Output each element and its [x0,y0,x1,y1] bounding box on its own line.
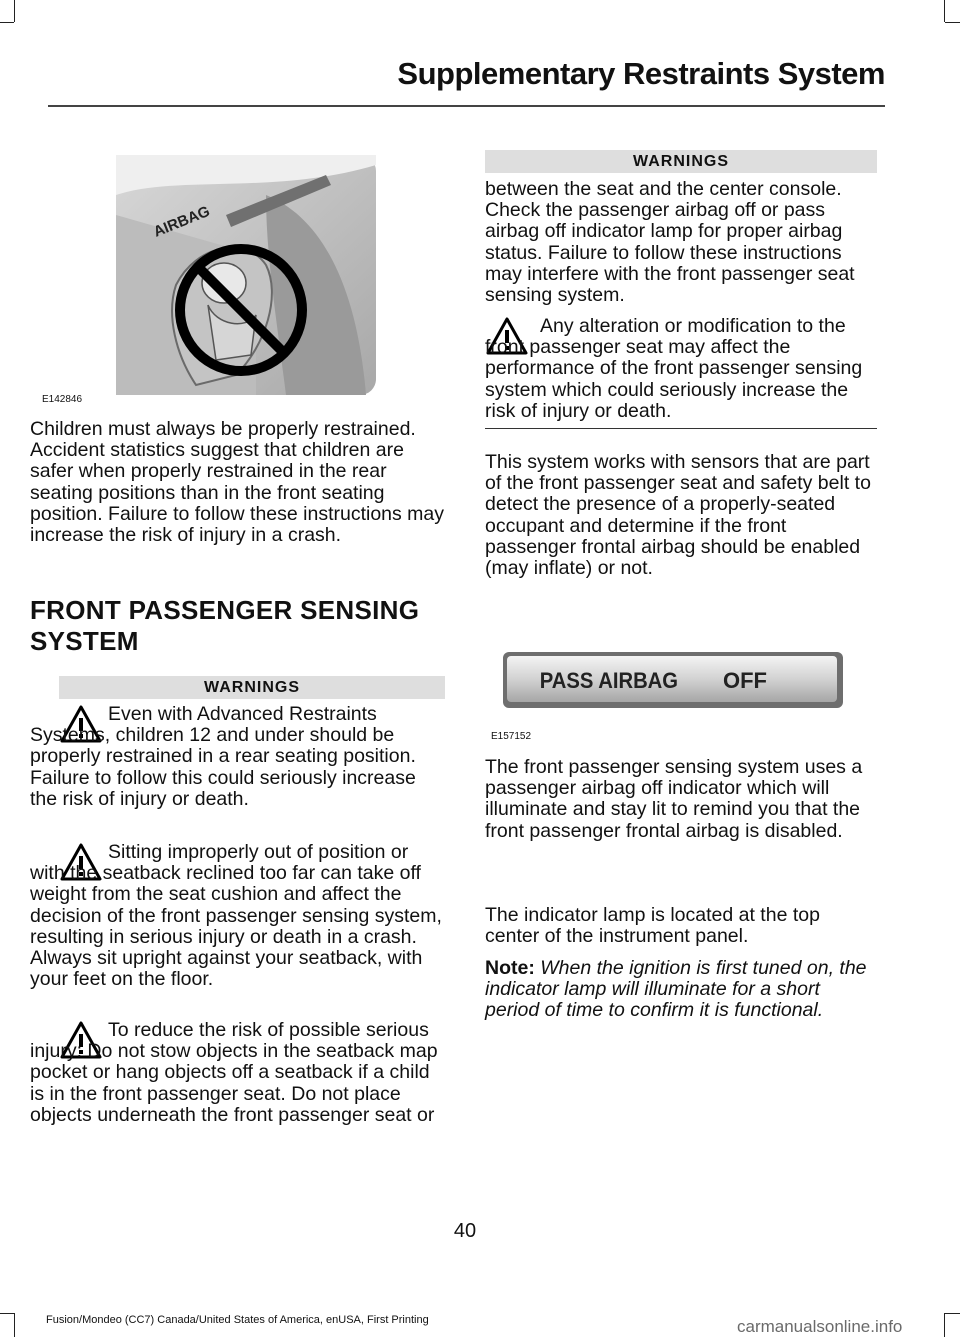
display-text-off: OFF [723,668,767,693]
figure-label: E142846 [42,394,83,405]
child-seat-illustration [116,155,376,395]
indicator-usage: The front passenger sensing system uses a passenger airbag off indicator which will illuminate and stay lit to remind you that the front passenger frontal airbag is disabled. [485,756,863,842]
display-text-pass-airbag: PASS AIRBAG [539,669,679,694]
warning-1: Even with Advanced Restraints Systems, children 12 and under should be properly restrained in a rear seating position. Failure to follow this could seriously increase the risk of injury or death. [30,703,416,810]
system-description: This system works with sensors that are part of the front passenger seat and safety belt to detect the presence of a properly-seated occupant and determine if the front passenger frontal airbag should be enabled (may inflate) or not. [485,451,871,580]
section-heading-line1: FRONT PASSENGER SENSING [30,595,420,625]
note-label: Note: [485,957,535,979]
warnings-end-rule [485,428,877,429]
page-number: 40 [453,1220,477,1242]
crop-mark [0,22,14,23]
crop-mark [944,0,945,22]
footer-text: Fusion/Mondeo (CC7) Canada/United States of America, enUSA, First Printing [46,1314,429,1326]
indicator-location: The indicator lamp is located at the top center of the instrument panel. [485,904,820,948]
watermark: carmanualsonline.info [737,1317,903,1336]
crop-mark [945,1313,960,1314]
warnings-header: WARNINGS [485,150,877,173]
warning-2: Sitting improperly out of position or with the seatback reclined too far can take off weight from the seat cushion and affect the decision of the front passenger sensing system, resulting in serious injury or death in a crash. Always sit upright against your seatback, with your feet on the floor. [30,841,442,991]
note-text: When the ignition is first tuned on, the indicator lamp will illuminate for a short period of time to confirm it is functional. [485,957,867,1022]
airbag-label: AIRBAG [151,202,213,241]
pass-airbag-off-display [503,652,843,708]
crop-mark [944,1313,945,1337]
crop-mark [14,1313,15,1337]
warnings-header: WARNINGS [59,676,445,699]
note-paragraph [485,958,879,1022]
warning-3: To reduce the risk of possible serious injury: Do not stow objects in the seatback map pocket or hang objects off a seatback if a child is in the front passenger seat. Do not place objects underneath the front passenger seat or [30,1019,438,1126]
crop-mark [0,1313,14,1314]
warning-3-continued: between the seat and the center console. Check the passenger airbag off or pass airbag off indicator lamp for proper airbag status. Failure to follow these instructions may interfere with the front passenger seat sensing system. [485,178,855,307]
section-heading-line2: SYSTEM [30,626,139,656]
crop-mark [14,0,15,22]
intro-paragraph: Children must always be properly restrained. Accident statistics suggest that children are safer when properly restrained in the rear seating positions than in the front seating position. Failure to follow these instructions may increase the risk of injury in a crash. [30,418,445,547]
crop-mark [945,22,960,23]
figure-label: E157152 [491,731,532,742]
page-title: Supplementary Restraints System [397,56,885,91]
warning-4: Any alteration or modification to the front passenger seat may affect the performance of the front passenger sensing system which could seriously increase the risk of injury or death. [485,315,863,422]
header-rule [48,105,885,107]
